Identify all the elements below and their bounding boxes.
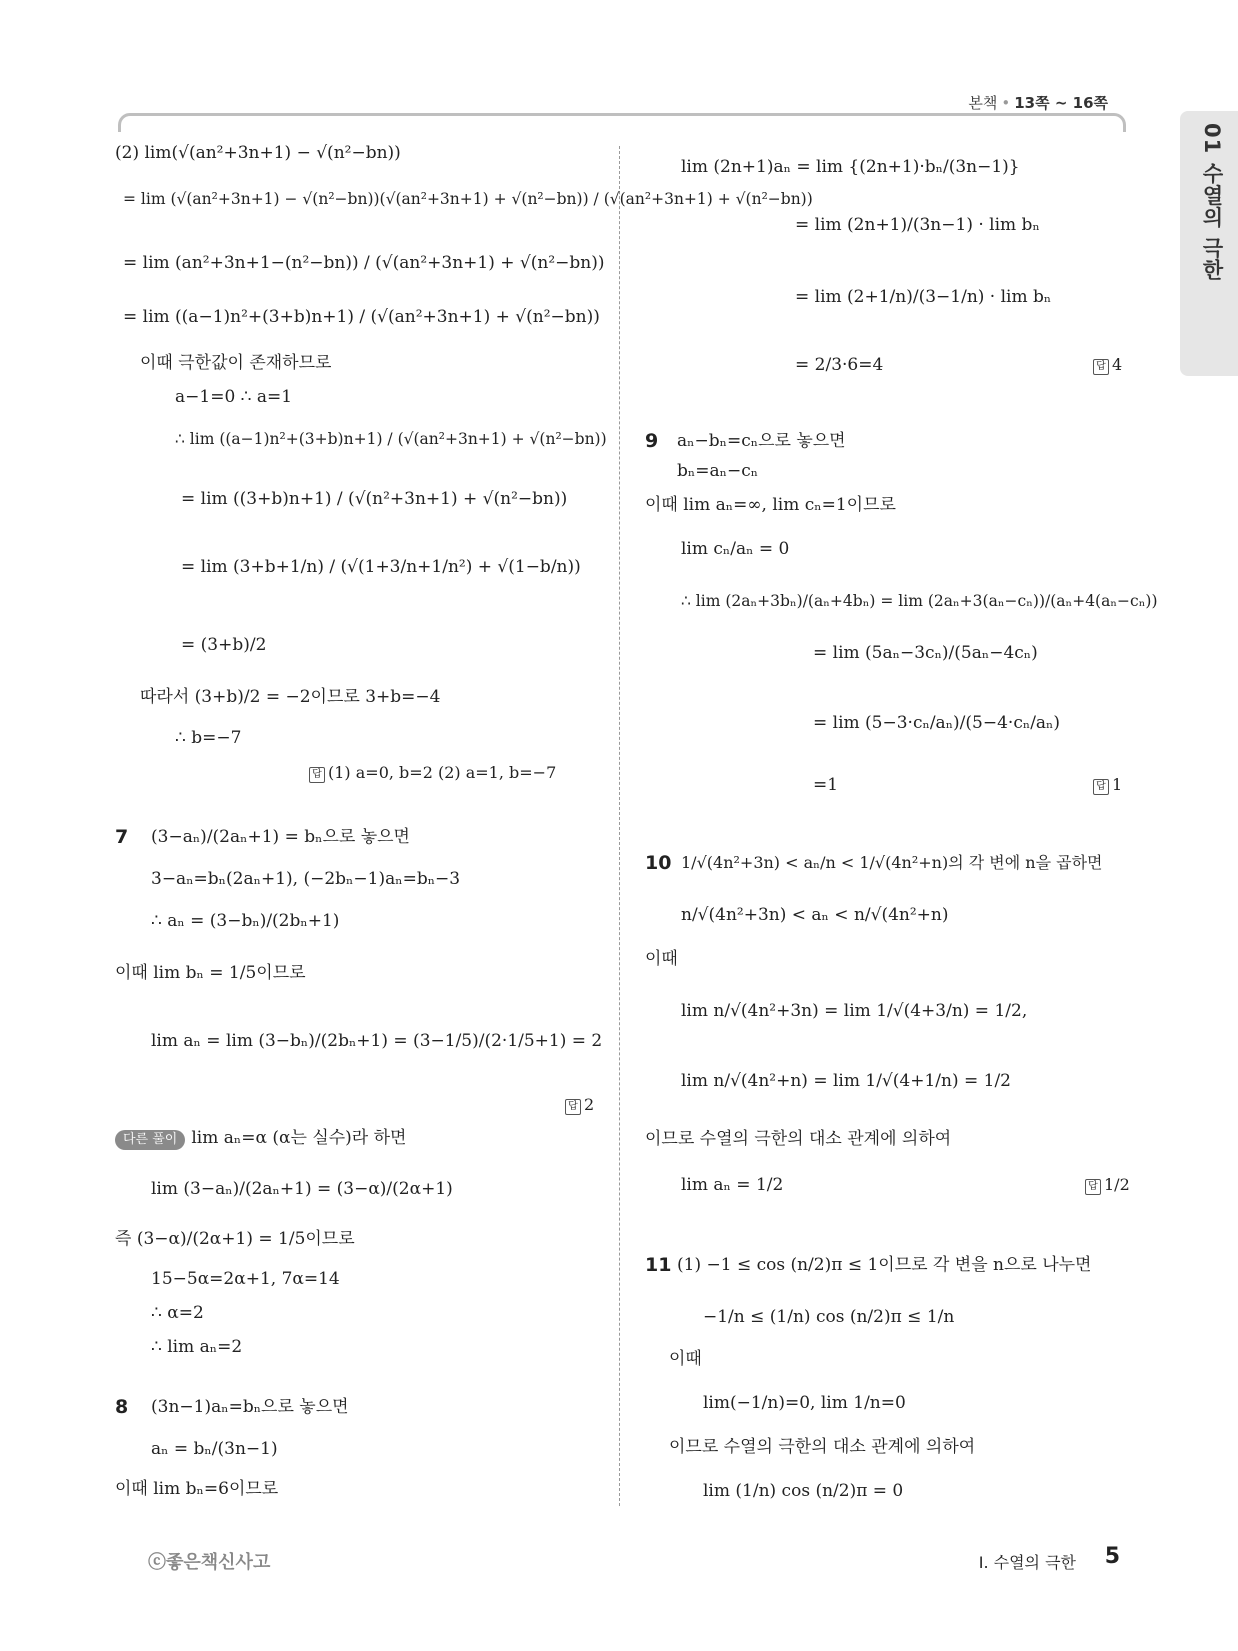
answer-mark-icon: 답 bbox=[565, 1099, 581, 1115]
solution-line: = lim (2n+1)/(3n−1) · lim bₙ bbox=[795, 215, 1040, 235]
answer-text: 1/2 bbox=[1104, 1175, 1130, 1194]
solution-line: = lim (5aₙ−3cₙ)/(5aₙ−4cₙ) bbox=[813, 643, 1038, 663]
alt-solution-line bbox=[115, 1127, 406, 1150]
solution-line: 이때 bbox=[669, 1349, 702, 1369]
solution-line: lim(−1/n)=0, lim 1/n=0 bbox=[703, 1393, 906, 1413]
solution-line: ∴ b=−7 bbox=[175, 728, 242, 748]
solution-line: aₙ = bₙ/(3n−1) bbox=[151, 1439, 278, 1459]
solution-line: 이때 lim bₙ = 1/5이므로 bbox=[115, 963, 306, 983]
solution-line: ∴ lim ((a−1)n²+(3+b)n+1) / (√(an²+3n+1) + √(n²−bn)) bbox=[175, 430, 607, 448]
solution-line: 따라서 (3+b)/2 = −2이므로 3+b=−4 bbox=[140, 687, 441, 707]
solution-line: 15−5α=2α+1, 7α=14 bbox=[151, 1269, 340, 1289]
answer-mark-icon: 답 bbox=[1093, 779, 1109, 795]
page-range: 13쪽 ~ 16쪽 bbox=[1014, 94, 1108, 112]
solution-line: = lim (3+b+1/n) / (√(1+3/n+1/n²) + √(1−b/n)) bbox=[181, 557, 581, 577]
solution-line: aₙ−bₙ=cₙ으로 놓으면 bbox=[677, 431, 846, 451]
solution-line: 즉 (3−α)/(2α+1) = 1/5이므로 bbox=[115, 1229, 355, 1249]
solution-line: ∴ aₙ = (3−bₙ)/(2bₙ+1) bbox=[151, 911, 340, 931]
answer-mark-icon: 답 bbox=[309, 767, 325, 783]
solution-line: (1) −1 ≤ cos (n/2)π ≤ 1이므로 각 변을 n으로 나누면 bbox=[677, 1255, 1092, 1275]
solution-line: = lim (5−3·cₙ/aₙ)/(5−4·cₙ/aₙ) bbox=[813, 713, 1061, 733]
answer-text: 2 bbox=[584, 1095, 595, 1114]
answer-text: 4 bbox=[1112, 355, 1123, 374]
problem-number: 8 bbox=[115, 1396, 129, 1418]
solution-line: 이때 극한값이 존재하므로 bbox=[140, 353, 332, 373]
solution-line: a−1=0 ∴ a=1 bbox=[175, 387, 293, 407]
solution-line: ∴ α=2 bbox=[151, 1303, 204, 1323]
solution-line: lim n/√(4n²+n) = lim 1/√(4+1/n) = 1/2 bbox=[681, 1071, 1011, 1091]
solution-line: 이때 bbox=[645, 949, 678, 969]
solution-line: =1 bbox=[813, 775, 839, 795]
solution-line: = (3+b)/2 bbox=[181, 635, 267, 655]
chapter-tab-label: 01 수열의 극한 bbox=[1200, 123, 1224, 281]
solution-line: lim aₙ = lim (3−bₙ)/(2bₙ+1) = (3−1/5)/(2·1/5+1) = 2 bbox=[151, 1031, 603, 1051]
answer-mark-icon: 답 bbox=[1085, 1179, 1101, 1195]
problem-number: 11 bbox=[645, 1254, 672, 1276]
answer-text: (1) a=0, b=2 (2) a=1, b=−7 bbox=[328, 763, 557, 782]
solution-line: = lim ((3+b)n+1) / (√(n²+3n+1) + √(n²−bn)) bbox=[181, 489, 568, 509]
answer-line bbox=[565, 1094, 594, 1116]
solution-line: (3−aₙ)/(2aₙ+1) = bₙ으로 놓으면 bbox=[151, 827, 410, 847]
solution-line: 이때 lim aₙ=∞, lim cₙ=1이므로 bbox=[645, 495, 896, 515]
solution-line: bₙ=aₙ−cₙ bbox=[677, 461, 759, 481]
solution-line: lim aₙ = 1/2 bbox=[681, 1175, 784, 1195]
answer-line bbox=[1093, 354, 1122, 376]
alt-solution-badge: 다른 풀이 bbox=[115, 1130, 185, 1150]
solution-line: lim (2n+1)aₙ = lim {(2n+1)·bₙ/(3n−1)} bbox=[681, 157, 1020, 177]
answer-line bbox=[1085, 1174, 1130, 1196]
solution-line: lim cₙ/aₙ = 0 bbox=[681, 539, 790, 559]
page-number: 5 bbox=[1104, 1544, 1120, 1569]
solution-line: lim n/√(4n²+3n) = lim 1/√(4+3/n) = 1/2, bbox=[681, 1001, 1028, 1021]
solution-line: (3n−1)aₙ=bₙ으로 놓으면 bbox=[151, 1397, 349, 1417]
solution-line: n/√(4n²+3n) < aₙ < n/√(4n²+n) bbox=[681, 905, 949, 925]
solution-line: 1/√(4n²+3n) < aₙ/n < 1/√(4n²+n)의 각 변에 n을 곱하면 bbox=[681, 853, 1103, 872]
solution-line: (2) lim(√(an²+3n+1) − √(n²−bn)) bbox=[115, 143, 401, 163]
answer-line bbox=[1093, 774, 1122, 796]
solution-line: 이므로 수열의 극한의 대소 관계에 의하여 bbox=[645, 1129, 952, 1149]
problem-number: 10 bbox=[645, 852, 672, 874]
solution-line: = lim (an²+3n+1−(n²−bn)) / (√(an²+3n+1) + √(n²−bn)) bbox=[123, 253, 605, 273]
solution-line: 이므로 수열의 극한의 대소 관계에 의하여 bbox=[669, 1437, 976, 1457]
solution-line: = 2/3·6=4 bbox=[795, 355, 884, 375]
column-divider bbox=[619, 146, 620, 1506]
solution-line: ∴ lim aₙ=2 bbox=[151, 1337, 243, 1357]
problem-number: 7 bbox=[115, 826, 129, 848]
page-reference: 본책 • 13쪽 ~ 16쪽 bbox=[968, 94, 1108, 112]
solution-line: 3−aₙ=bₙ(2aₙ+1), (−2bₙ−1)aₙ=bₙ−3 bbox=[151, 869, 461, 889]
problem-number: 9 bbox=[645, 430, 659, 452]
solution-line: lim (1/n) cos (n/2)π = 0 bbox=[703, 1481, 904, 1501]
answer-line bbox=[309, 762, 556, 784]
solution-line: = lim (√(an²+3n+1) − √(n²−bn))(√(an²+3n+1) + √(n²−bn)) / (√(an²+3n+1) + √(n²−bn)) bbox=[123, 190, 813, 208]
publisher-logo: ⓒ좋은책신사고 bbox=[148, 1552, 271, 1573]
top-frame bbox=[118, 113, 1126, 132]
solution-line: ∴ lim (2aₙ+3bₙ)/(aₙ+4bₙ) = lim (2aₙ+3(aₙ−cₙ))/(aₙ+4(aₙ−cₙ)) bbox=[681, 592, 1158, 610]
solution-text: lim aₙ=α (α는 실수)라 하면 bbox=[191, 1128, 407, 1148]
solution-line: −1/n ≤ (1/n) cos (n/2)π ≤ 1/n bbox=[703, 1307, 955, 1327]
chapter-footer: Ⅰ. 수열의 극한 bbox=[978, 1553, 1076, 1572]
solution-line: lim (3−aₙ)/(2aₙ+1) = (3−α)/(2α+1) bbox=[151, 1179, 453, 1199]
chapter-side-tab bbox=[1180, 111, 1238, 376]
solution-line: = lim (2+1/n)/(3−1/n) · lim bₙ bbox=[795, 287, 1052, 307]
solution-line: 이때 lim bₙ=6이므로 bbox=[115, 1479, 279, 1499]
answer-text: 1 bbox=[1112, 775, 1123, 794]
book-label: 본책 bbox=[968, 94, 998, 112]
answer-mark-icon: 답 bbox=[1093, 359, 1109, 375]
solution-line: = lim ((a−1)n²+(3+b)n+1) / (√(an²+3n+1) + √(n²−bn)) bbox=[123, 307, 600, 327]
